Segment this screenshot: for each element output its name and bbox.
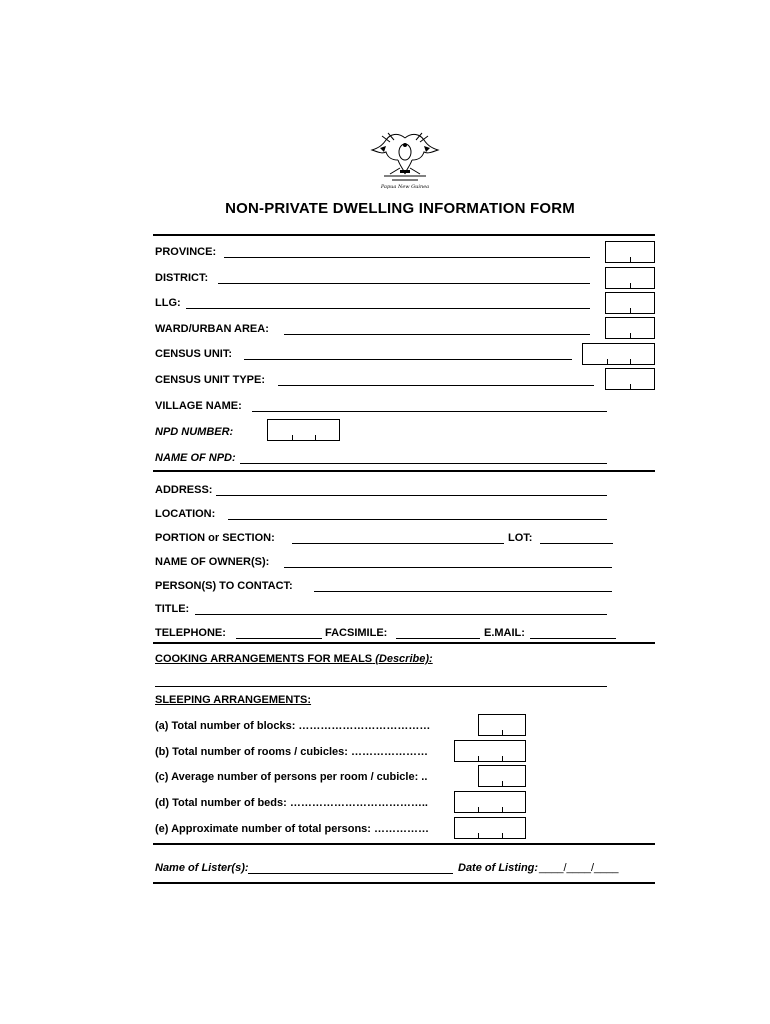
question-a: (a) Total number of blocks: ……………………………… (155, 720, 431, 732)
form-title: NON-PRIVATE DWELLING INFORMATION FORM (225, 200, 575, 217)
rooms-box[interactable] (454, 740, 526, 762)
cooking-description-line[interactable] (155, 686, 607, 687)
cooking-section-title: COOKING ARRANGEMENTS FOR MEALS (Describe): (155, 653, 433, 665)
date-of-listing-label: Date of Listing: (458, 862, 539, 874)
address-label: ADDRESS: (155, 484, 213, 496)
lot-line[interactable] (540, 543, 613, 544)
lister-label: Name of Lister(s): (155, 862, 249, 874)
province-label: PROVINCE: (155, 246, 217, 258)
crest-caption: Papua New Guinea (380, 184, 430, 190)
census-unit-code-box[interactable] (582, 343, 655, 365)
census-unit-type-code-box[interactable] (605, 368, 655, 390)
question-b: (b) Total number of rooms / cubicles: ………………… (155, 746, 428, 758)
date-of-listing-field[interactable]: ____/____/____ (539, 862, 619, 874)
llg-line[interactable] (186, 308, 590, 309)
divider (153, 470, 655, 472)
contact-label: PERSON(S) TO CONTACT: (155, 580, 293, 592)
lot-label: LOT: (508, 532, 533, 544)
divider (153, 843, 655, 845)
lister-line[interactable] (248, 873, 453, 874)
province-code-box[interactable] (605, 241, 655, 263)
llg-code-box[interactable] (605, 292, 655, 314)
question-d: (d) Total number of beds: ……………………………….. (155, 797, 428, 809)
persons-per-room-box[interactable] (478, 765, 526, 787)
npd-name-label: NAME OF NPD: (155, 452, 236, 464)
location-label: LOCATION: (155, 508, 216, 520)
owner-line[interactable] (284, 567, 612, 568)
npd-name-line[interactable] (240, 463, 607, 464)
contact-line[interactable] (314, 591, 612, 592)
ward-code-box[interactable] (605, 317, 655, 339)
portion-label: PORTION or SECTION: (155, 532, 275, 544)
census-unit-label: CENSUS UNIT: (155, 348, 233, 360)
ward-line[interactable] (284, 334, 590, 335)
divider (153, 234, 655, 236)
beds-box[interactable] (454, 791, 526, 813)
divider (153, 642, 655, 644)
ward-label: WARD/URBAN AREA: (155, 323, 269, 335)
title-line[interactable] (195, 614, 607, 615)
village-name-label: VILLAGE NAME: (155, 400, 242, 412)
location-line[interactable] (228, 519, 607, 520)
telephone-label: TELEPHONE: (155, 627, 226, 639)
cooking-note: (Describe): (375, 653, 433, 665)
telephone-line[interactable] (236, 638, 322, 639)
crest-emblem-icon (360, 130, 450, 192)
address-line[interactable] (216, 495, 607, 496)
divider (153, 882, 655, 884)
email-line[interactable] (530, 638, 616, 639)
portion-line[interactable] (292, 543, 504, 544)
census-unit-type-label: CENSUS UNIT TYPE: (155, 374, 266, 386)
npd-number-box[interactable] (267, 419, 340, 441)
npd-number-label: NPD NUMBER: (155, 426, 234, 438)
district-line[interactable] (218, 283, 590, 284)
facsimile-label: FACSIMILE: (325, 627, 388, 639)
census-unit-line[interactable] (244, 359, 572, 360)
title-label: TITLE: (155, 603, 190, 615)
census-unit-type-line[interactable] (278, 385, 594, 386)
sleeping-section-title: SLEEPING ARRANGEMENTS: (155, 694, 312, 706)
blocks-box[interactable] (478, 714, 526, 736)
email-label: E.MAIL: (484, 627, 525, 639)
question-e: (e) Approximate number of total persons: …………… (155, 823, 430, 835)
village-name-line[interactable] (252, 411, 607, 412)
llg-label: LLG: (155, 297, 181, 309)
province-line[interactable] (224, 257, 590, 258)
district-label: DISTRICT: (155, 272, 209, 284)
total-persons-box[interactable] (454, 817, 526, 839)
facsimile-line[interactable] (396, 638, 480, 639)
question-c: (c) Average number of persons per room / cubicle: .. (155, 771, 428, 783)
owner-label: NAME OF OWNER(S): (155, 556, 270, 568)
district-code-box[interactable] (605, 267, 655, 289)
